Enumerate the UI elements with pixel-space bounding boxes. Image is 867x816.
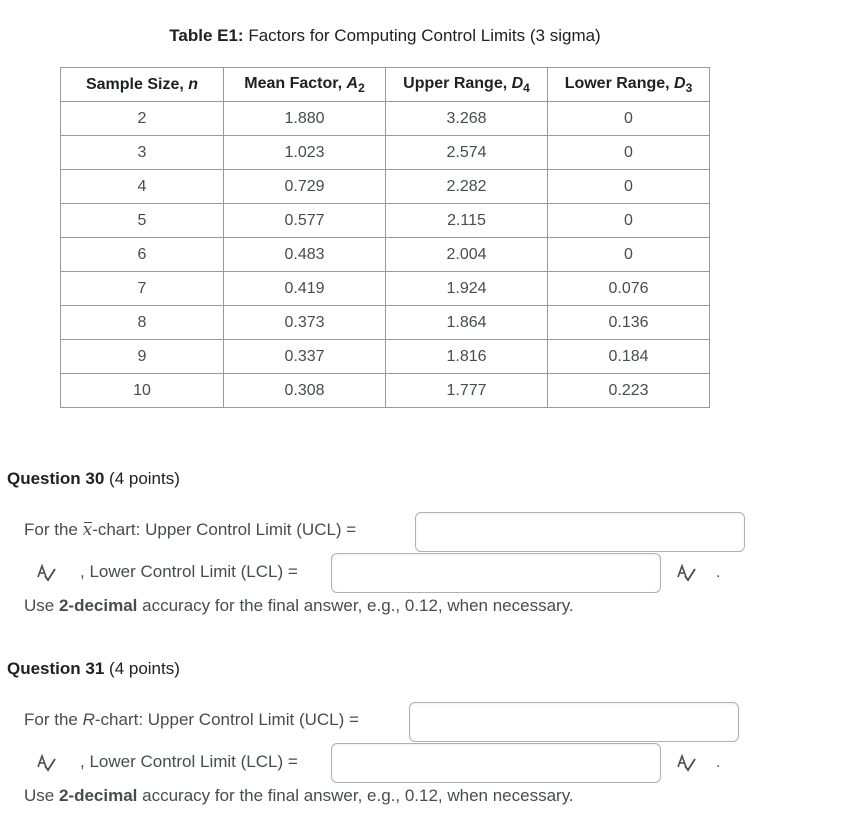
table-cell: 1.924 xyxy=(386,272,548,306)
q30-lcl-input[interactable] xyxy=(331,553,661,593)
q30-end-dot: . xyxy=(716,564,721,581)
table-cell: 7 xyxy=(61,272,224,306)
control-limits-factor-table xyxy=(60,67,710,408)
table-row xyxy=(61,374,710,408)
table-caption-text: Factors for Computing Control Limits (3 sigma) xyxy=(243,26,601,45)
q30-lcl-label: , Lower Control Limit (LCL) = xyxy=(80,562,298,581)
table-header-row xyxy=(61,68,710,102)
table-cell: 0.419 xyxy=(224,272,386,306)
spell-check-icon[interactable] xyxy=(36,563,58,583)
table-caption-label: Table E1: xyxy=(169,26,244,45)
table-row xyxy=(61,306,710,340)
q30-ucl-input[interactable] xyxy=(415,512,745,552)
header-mean-factor: Mean Factor, $A_2$ xyxy=(224,68,386,102)
table-cell: 0.184 xyxy=(548,340,710,374)
table-cell: 0 xyxy=(548,204,710,238)
spell-check-icon[interactable] xyxy=(676,563,698,583)
table-cell: 5 xyxy=(61,204,224,238)
q31-ucl-label: For the R-chart: Upper Control Limit (UCL) = xyxy=(24,710,359,729)
table-cell: 1.777 xyxy=(386,374,548,408)
question-31-title: Question 31 (4 points) xyxy=(7,659,180,678)
header-lower-range: Lower Range, $D_3$ xyxy=(548,68,710,102)
q31-end-dot: . xyxy=(716,754,721,771)
table-cell: 0.729 xyxy=(224,170,386,204)
table-cell: 2.115 xyxy=(386,204,548,238)
table-cell: 0.136 xyxy=(548,306,710,340)
table-cell: 0.577 xyxy=(224,204,386,238)
table-cell: 2.574 xyxy=(386,136,548,170)
table-cell: 6 xyxy=(61,238,224,272)
table-cell: 4 xyxy=(61,170,224,204)
spell-check-icon[interactable] xyxy=(36,753,58,773)
table-cell: 10 xyxy=(61,374,224,408)
table-cell: 0.223 xyxy=(548,374,710,408)
table-cell: 0.483 xyxy=(224,238,386,272)
table-cell: 0.308 xyxy=(224,374,386,408)
table-cell: 0 xyxy=(548,238,710,272)
table-cell: 2.004 xyxy=(386,238,548,272)
question-30-title: Question 30 (4 points) xyxy=(7,469,180,488)
x-bar-symbol: x xyxy=(82,520,93,540)
table-cell: 0 xyxy=(548,170,710,204)
table-cell: 1.816 xyxy=(386,340,548,374)
table-row xyxy=(61,170,710,204)
table-row xyxy=(61,340,710,374)
table-cell: 2 xyxy=(61,102,224,136)
q30-precision-note: Use 2-decimal accuracy for the final answer, e.g., 0.12, when necessary. xyxy=(24,596,574,615)
q31-lcl-input[interactable] xyxy=(331,743,661,783)
table-cell: 3.268 xyxy=(386,102,548,136)
q31-ucl-input[interactable] xyxy=(409,702,739,742)
table-row xyxy=(61,272,710,306)
table-cell: 1.864 xyxy=(386,306,548,340)
q31-lcl-label: , Lower Control Limit (LCL) = xyxy=(80,752,298,771)
table-cell: 8 xyxy=(61,306,224,340)
table-cell: 3 xyxy=(61,136,224,170)
header-upper-range: Upper Range, $D_4$ xyxy=(386,68,548,102)
table-cell: 2.282 xyxy=(386,170,548,204)
table-row xyxy=(61,136,710,170)
table-row xyxy=(61,204,710,238)
table-caption xyxy=(0,26,770,46)
q31-precision-note: Use 2-decimal accuracy for the final answer, e.g., 0.12, when necessary. xyxy=(24,786,574,805)
r-symbol: R xyxy=(82,710,95,729)
table-cell: 0 xyxy=(548,102,710,136)
table-cell: 0 xyxy=(548,136,710,170)
table-cell: 0.373 xyxy=(224,306,386,340)
table-cell: 0.337 xyxy=(224,340,386,374)
table-cell: 1.880 xyxy=(224,102,386,136)
table-cell: 9 xyxy=(61,340,224,374)
table-row xyxy=(61,238,710,272)
table-cell: 1.023 xyxy=(224,136,386,170)
header-sample-size: Sample Size, n xyxy=(61,68,224,102)
q30-ucl-label: For the x-chart: Upper Control Limit (UCL) = xyxy=(24,520,357,540)
spell-check-icon[interactable] xyxy=(676,753,698,773)
table-row xyxy=(61,102,710,136)
table-cell: 0.076 xyxy=(548,272,710,306)
